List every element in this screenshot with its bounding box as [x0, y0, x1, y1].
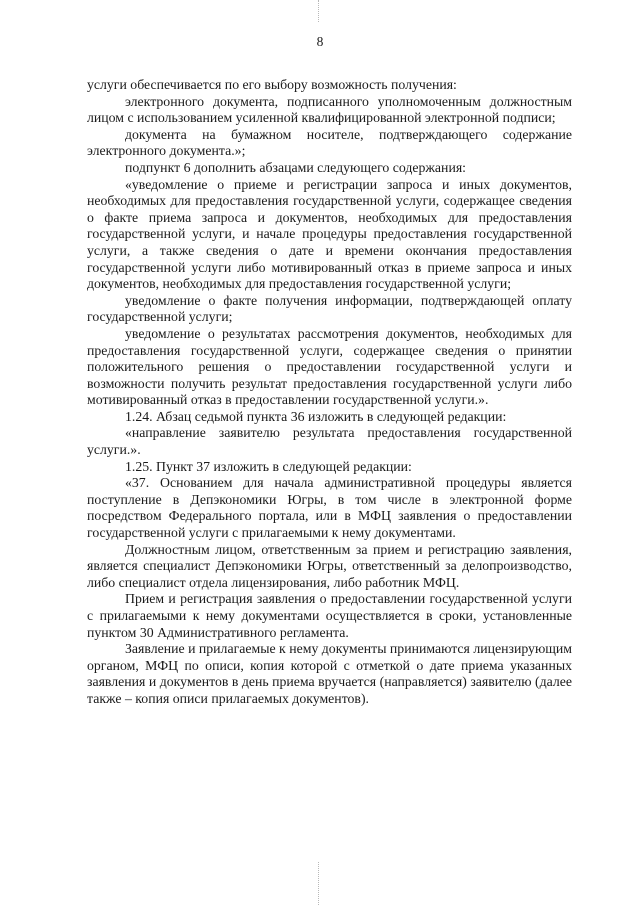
center-fold-mark-bottom: [318, 862, 319, 905]
center-fold-mark-top: [318, 0, 319, 22]
paragraph-inventory-copy: Заявление и прилагаемые к нему документы принимаются лицензирующим органом, МФЦ по описи, копия которой с отметкой о дате приема указанных заявления и документов в день приема вручается (направляется) заявителю (далее также – копия описи прилагаемых документов).: [87, 641, 573, 706]
paragraph-direction-result: «направление заявителю результата предоставления государственной услуги.».: [87, 425, 572, 458]
paragraph-electronic-document: электронного документа, подписанного уполномоченным должностным лицом с использованием усиленной квалифицированной электронной подписи;: [87, 93, 572, 126]
paragraph-item-1-24: 1.24. Абзац седьмой пункта 36 изложить в следующей редакции:: [125, 408, 507, 424]
paragraph-notice-payment: уведомление о факте получения информации, подтверждающей оплату государственной услуги;: [87, 292, 572, 325]
paragraph-notice-results: уведомление о результатах рассмотрения документов, необходимых для предоставления государственной услуги, содержащее сведения о принятии положительного решения о предоставлении государственной услуги и возможности получить результат предоставления государственной услуги либо мотивированный отказ в предоставлении государственной услуги.».: [87, 325, 572, 408]
paragraph-responsible-official: Должностным лицом, ответственным за прием и регистрацию заявления, является специалист Депэкономики Югры, ответственный за делопроизводство, либо специалист отдела лицензирования, либо работник МФЦ.: [87, 541, 572, 590]
paragraph-continuation: услуги обеспечивается по его выбору возможность получения:: [87, 77, 457, 92]
paragraph-subitem-6: подпункт 6 дополнить абзацами следующего содержания:: [125, 159, 467, 175]
paragraph-item-1-25: 1.25. Пункт 37 изложить в следующей редакции:: [125, 458, 412, 474]
document-body: [87, 77, 572, 708]
page-number: 8: [316, 34, 324, 49]
paragraph-clause-37: «37. Основанием для начала административной процедуры является поступление в Депэкономики Югры, в том числе в электронной форме посредством Федерального портала, или в МФЦ заявления о предоставлении государственной услуги с прилагаемыми к нему документами.: [87, 475, 572, 541]
paragraph-registration-terms: Прием и регистрация заявления о предоставлении государственной услуги с прилагаемыми к нему документами осуществляется в сроки, установленные пунктом 30 Административного регламента.: [87, 591, 572, 640]
paragraph-paper-document: документа на бумажном носителе, подтверждающего содержание электронного документа.»;: [87, 126, 572, 159]
paragraph-notice-receipt: «уведомление о приеме и регистрации запроса и иных документов, необходимых для предоставления государственной услуги, содержащее сведения о факте приема запроса и документов, необходимых для предоставления государственной услуги, и начале процедуры предоставления государственной услуги, а также сведения о дате и времени окончания предоставления государственной услуги либо мотивированный отказ в приеме запроса и иных документов, необходимых для предоставления государственной услуги;: [87, 176, 572, 292]
